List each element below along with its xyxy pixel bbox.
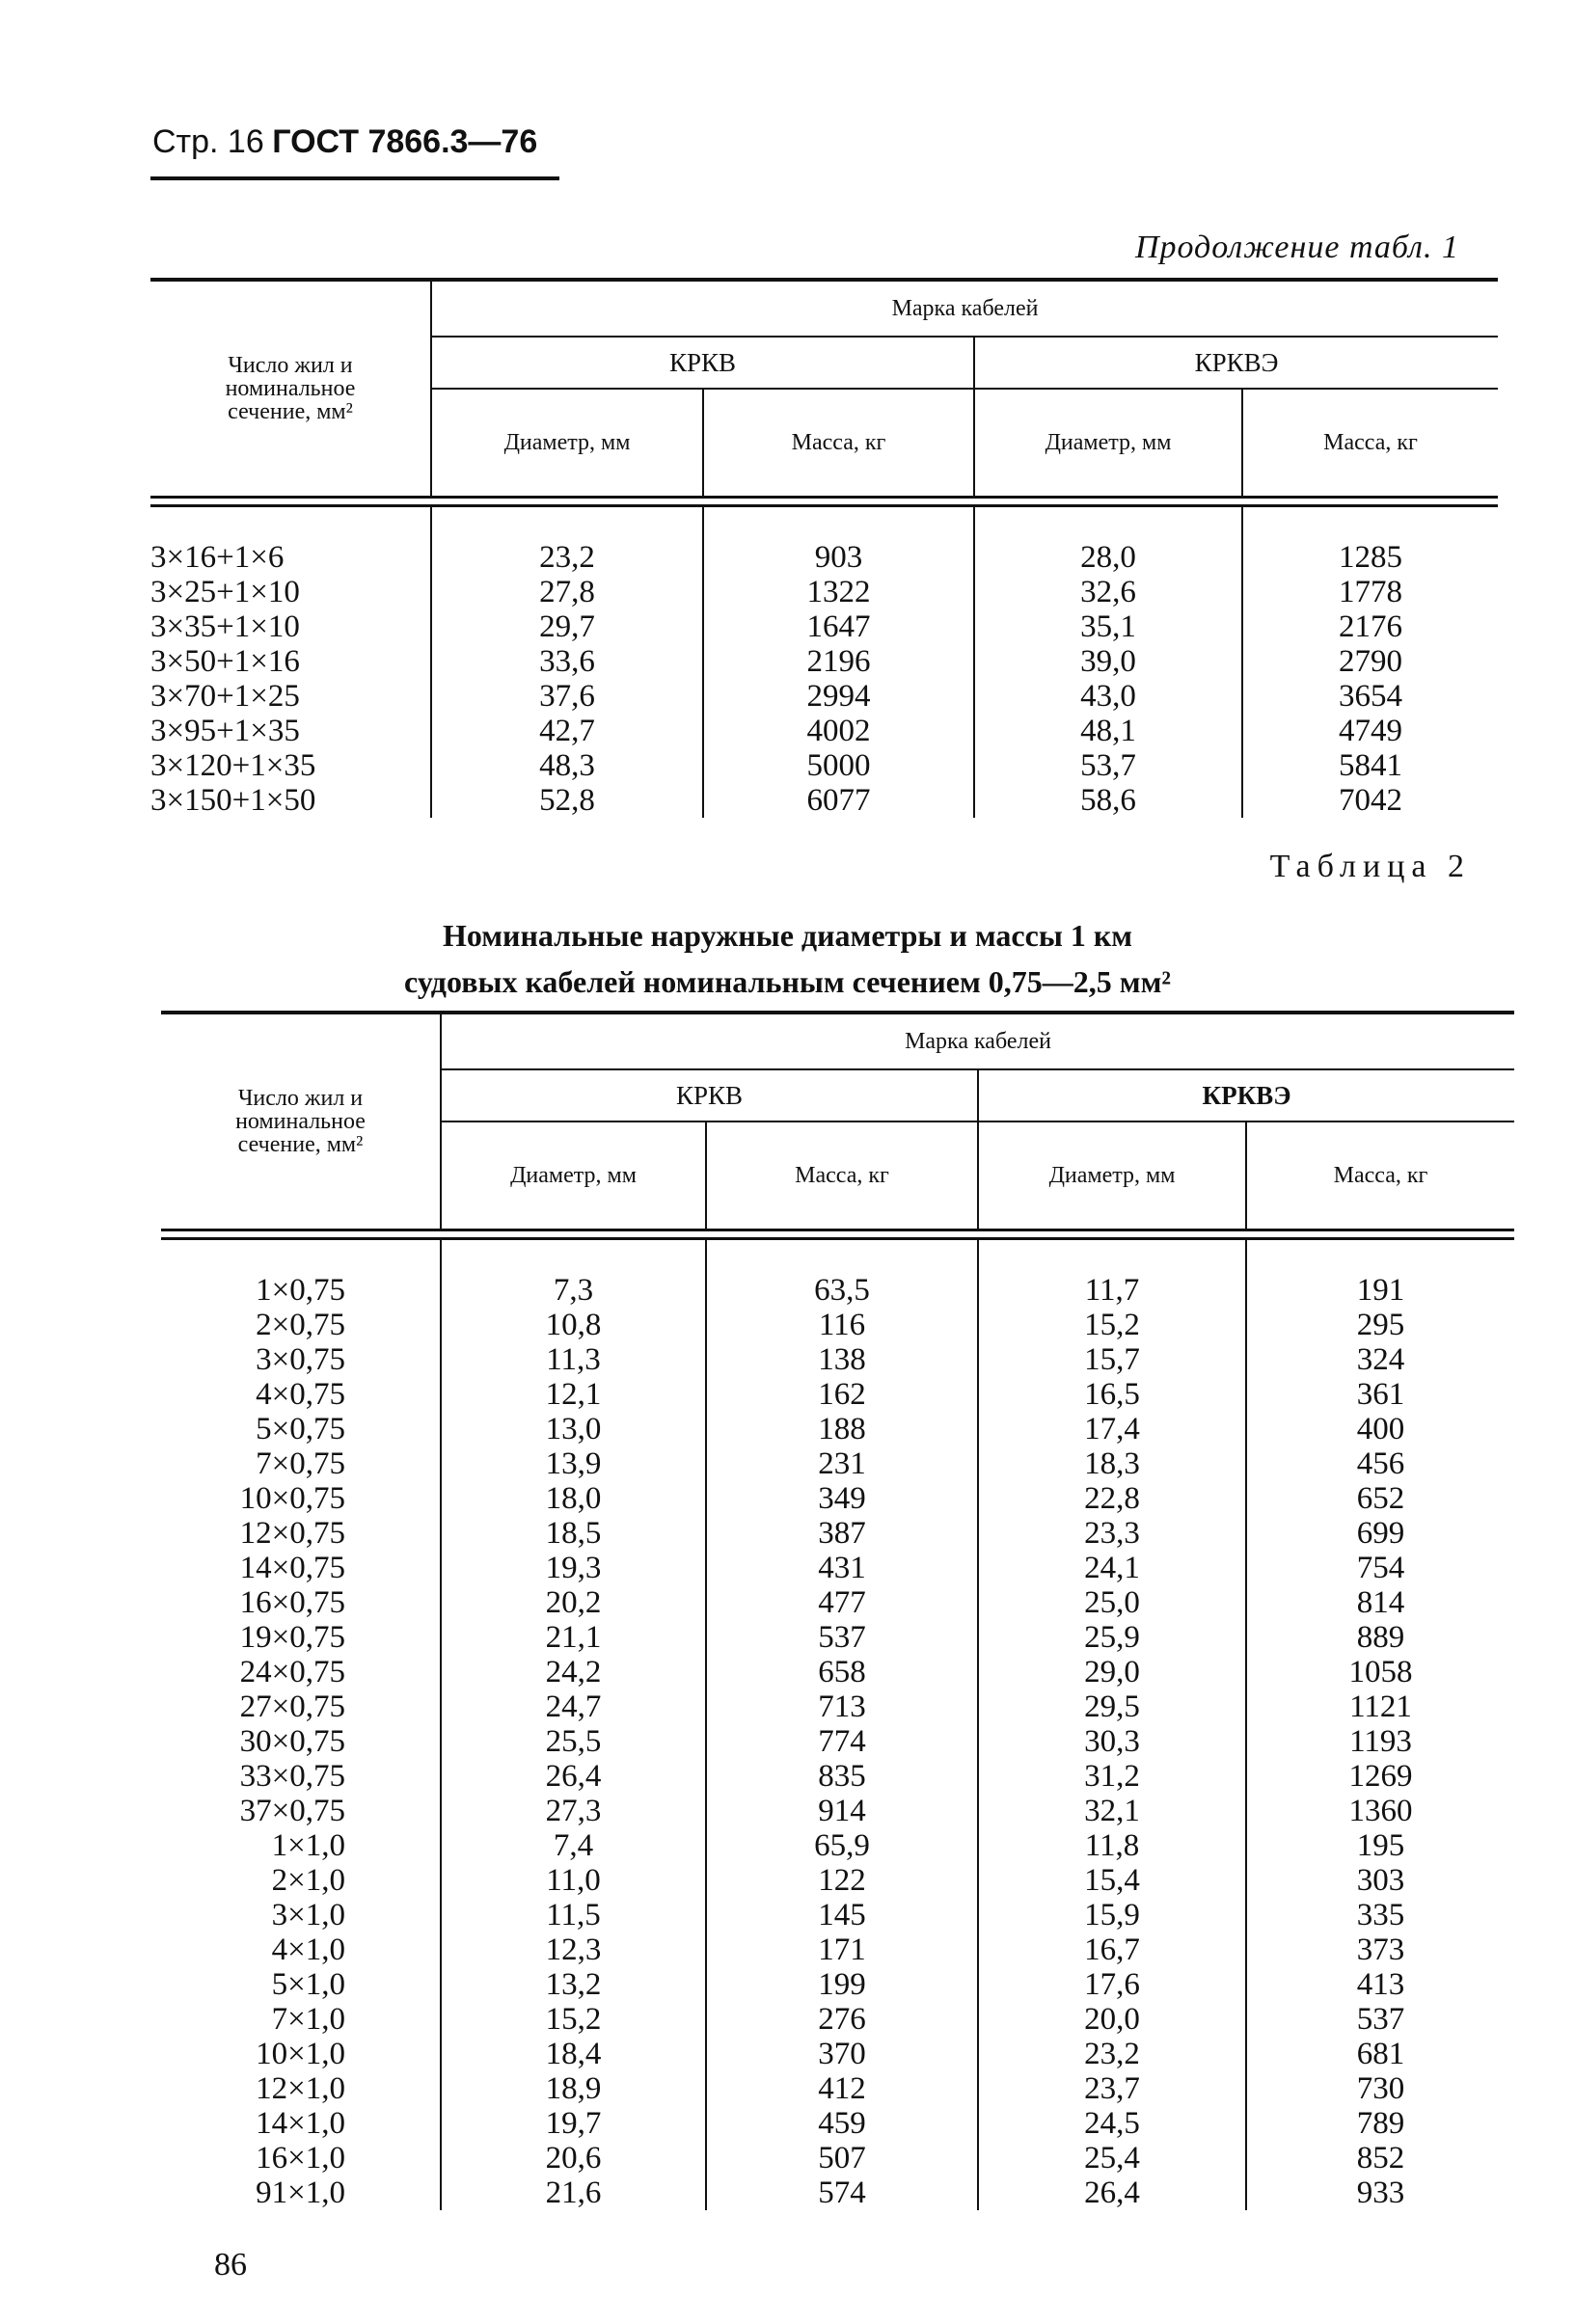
cell-krkve-mass: 1269: [1246, 1759, 1514, 1794]
cell-krkv-diameter: 21,6: [441, 2175, 706, 2210]
cell-krkv-mass: 5000: [703, 748, 974, 783]
cell-krkve-mass: 730: [1246, 2071, 1514, 2106]
cell-krkv-diameter: 18,5: [441, 1516, 706, 1551]
table-row: [161, 1863, 1514, 1898]
cell-krkve-diameter: 25,9: [978, 1620, 1246, 1655]
cell-cores: 27×0,75: [239, 1689, 345, 1724]
table-row: [161, 2141, 1514, 2175]
table-row: [161, 1794, 1514, 1828]
cell-krkv-diameter: 13,9: [441, 1446, 706, 1481]
table-row: [150, 783, 1498, 818]
cell-krkve-diameter: 24,1: [978, 1551, 1246, 1585]
cell-cores: 7×1,0: [271, 2002, 345, 2037]
cell-cores: 10×0,75: [239, 1481, 345, 1516]
cell-krkv-diameter: 20,2: [441, 1585, 706, 1620]
cell-krkv-mass: 537: [706, 1620, 978, 1655]
cell-krkve-diameter: 16,5: [978, 1377, 1246, 1412]
cell-krkv-diameter: 18,0: [441, 1481, 706, 1516]
table-row: [161, 2175, 1514, 2210]
col-header-cores-line1: Число жил и: [228, 353, 353, 378]
cell-krkve-mass: 1778: [1242, 575, 1498, 609]
cell-krkv-diameter: 15,2: [441, 2002, 706, 2037]
cell-krkve-mass: 3654: [1242, 679, 1498, 714]
cell-krkve-mass: 191: [1246, 1273, 1514, 1308]
cell-krkv-mass: 116: [706, 1308, 978, 1342]
col-header-krkv: КРКВ: [441, 1069, 978, 1121]
table2-label: Таблица 2: [1269, 849, 1471, 884]
cell-krkv-diameter: 12,3: [441, 1932, 706, 1967]
cell-krkv-diameter: 19,7: [441, 2106, 706, 2141]
table-row: [150, 748, 1498, 783]
cell-krkve-mass: 537: [1246, 2002, 1514, 2037]
cell-krkve-diameter: 22,8: [978, 1481, 1246, 1516]
cell-krkv-mass: 122: [706, 1863, 978, 1898]
cell-krkv-diameter: 18,4: [441, 2037, 706, 2071]
cell-cores: 10×1,0: [256, 2037, 345, 2071]
cell-krkve-mass: 5841: [1242, 748, 1498, 783]
cell-krkv-diameter: 33,6: [431, 644, 703, 679]
cell-krkv-diameter: 20,6: [441, 2141, 706, 2175]
cell-krkve-diameter: 26,4: [978, 2175, 1246, 2210]
cell-krkve-mass: 1360: [1246, 1794, 1514, 1828]
cell-cores: 2×0,75: [256, 1308, 345, 1342]
cell-krkve-mass: 324: [1246, 1342, 1514, 1377]
cell-cores: 30×0,75: [239, 1724, 345, 1759]
cell-krkve-diameter: 23,3: [978, 1516, 1246, 1551]
cell-krkve-diameter: 25,4: [978, 2141, 1246, 2175]
table-row: [161, 1273, 1514, 1308]
table-row: [161, 1342, 1514, 1377]
cell-krkve-mass: 413: [1246, 1967, 1514, 2002]
cell-krkve-mass: 1121: [1246, 1689, 1514, 1724]
cell-krkve-diameter: 53,7: [974, 748, 1242, 783]
cell-krkv-diameter: 24,7: [441, 1689, 706, 1724]
cell-krkv-mass: 431: [706, 1551, 978, 1585]
cell-krkve-diameter: 58,6: [974, 783, 1242, 818]
cell-krkv-mass: 4002: [703, 714, 974, 748]
cell-cores: 37×0,75: [239, 1794, 345, 1828]
cell-krkv-mass: 713: [706, 1689, 978, 1724]
cell-krkv-mass: 188: [706, 1412, 978, 1446]
table-row: [161, 1932, 1514, 1967]
cell-krkve-diameter: 24,5: [978, 2106, 1246, 2141]
cell-krkv-mass: 276: [706, 2002, 978, 2037]
cell-krkv-diameter: 13,0: [441, 1412, 706, 1446]
cell-krkv-diameter: 37,6: [431, 679, 703, 714]
table-row: [161, 2002, 1514, 2037]
cell-krkve-mass: 1285: [1242, 540, 1498, 575]
table-row: [150, 679, 1498, 714]
col-header-cores-line2: номинальное: [225, 376, 356, 401]
table-row: [150, 540, 1498, 575]
cell-krkve-mass: 754: [1246, 1551, 1514, 1585]
cell-krkv-mass: 574: [706, 2175, 978, 2210]
table-row: [161, 1308, 1514, 1342]
col-header-cores: [150, 280, 431, 498]
cell-krkv-mass: 658: [706, 1655, 978, 1689]
cell-krkve-diameter: 18,3: [978, 1446, 1246, 1481]
col-header-krkve: КРКВЭ: [978, 1069, 1514, 1121]
cell-krkv-mass: 63,5: [706, 1273, 978, 1308]
cell-krkv-diameter: 23,2: [431, 540, 703, 575]
cell-krkv-diameter: 7,4: [441, 1828, 706, 1863]
cell-krkv-diameter: 10,8: [441, 1308, 706, 1342]
cell-krkv-diameter: 27,3: [441, 1794, 706, 1828]
cell-krkv-mass: 65,9: [706, 1828, 978, 1863]
cell-krkv-diameter: 12,1: [441, 1377, 706, 1412]
table2-title-line1: Номинальные наружные диаметры и массы 1 км: [442, 918, 1133, 953]
cell-krkve-diameter: 31,2: [978, 1759, 1246, 1794]
cell-cores: 3×70+1×25: [150, 679, 300, 714]
cell-krkv-mass: 370: [706, 2037, 978, 2071]
cell-cores: 3×150+1×50: [150, 783, 316, 818]
cell-krkv-diameter: 26,4: [441, 1759, 706, 1794]
cell-krkv-diameter: 29,7: [431, 609, 703, 644]
cell-krkv-diameter: 27,8: [431, 575, 703, 609]
table-row: [161, 1620, 1514, 1655]
table-row: [161, 1724, 1514, 1759]
cell-krkve-mass: 303: [1246, 1863, 1514, 1898]
table2-title: [0, 912, 1575, 1005]
table-row: [161, 1689, 1514, 1724]
cell-krkv-mass: 6077: [703, 783, 974, 818]
cell-cores: 4×1,0: [271, 1932, 345, 1967]
cell-cores: 4×0,75: [256, 1377, 345, 1412]
cell-krkv-diameter: 11,3: [441, 1342, 706, 1377]
cell-cores: 3×1,0: [271, 1898, 345, 1932]
cell-krkve-mass: 2176: [1242, 609, 1498, 644]
cell-krkve-diameter: 17,4: [978, 1412, 1246, 1446]
cell-krkve-diameter: 15,9: [978, 1898, 1246, 1932]
cell-krkv-diameter: 11,5: [441, 1898, 706, 1932]
cell-cores: 1×0,75: [256, 1273, 345, 1308]
cell-krkve-mass: 195: [1246, 1828, 1514, 1863]
table-row: [161, 1898, 1514, 1932]
cell-krkv-mass: 914: [706, 1794, 978, 1828]
table-row: [161, 2037, 1514, 2071]
cell-krkve-mass: 4749: [1242, 714, 1498, 748]
table-row: [161, 1412, 1514, 1446]
col-header-cores-line2: номинальное: [235, 1109, 366, 1134]
cell-krkv-diameter: 7,3: [441, 1273, 706, 1308]
cell-krkv-mass: 412: [706, 2071, 978, 2106]
cell-krkve-mass: 814: [1246, 1585, 1514, 1620]
header-rule: [150, 176, 559, 180]
cell-krkv-mass: 459: [706, 2106, 978, 2141]
col-header-krkv-diameter: Диаметр, мм: [441, 1121, 706, 1230]
cell-cores: 24×0,75: [239, 1655, 345, 1689]
cell-krkv-mass: 507: [706, 2141, 978, 2175]
table-row: [150, 609, 1498, 644]
cell-krkve-diameter: 15,7: [978, 1342, 1246, 1377]
cell-krkv-mass: 835: [706, 1759, 978, 1794]
cell-krkve-mass: 361: [1246, 1377, 1514, 1412]
cell-krkv-mass: 774: [706, 1724, 978, 1759]
cell-krkve-diameter: 35,1: [974, 609, 1242, 644]
cell-krkve-mass: 681: [1246, 2037, 1514, 2071]
col-header-krkve-mass: Масса, кг: [1242, 389, 1498, 498]
standard-code: ГОСТ 7866.3—76: [272, 123, 538, 160]
col-header-cable-brand: Марка кабелей: [441, 1013, 1514, 1069]
table-row: [161, 2071, 1514, 2106]
cell-krkv-mass: 138: [706, 1342, 978, 1377]
cell-krkv-mass: 199: [706, 1967, 978, 2002]
cell-krkv-diameter: 24,2: [441, 1655, 706, 1689]
cell-cores: 2×1,0: [271, 1863, 345, 1898]
cell-krkv-mass: 145: [706, 1898, 978, 1932]
col-header-krkv-mass: Масса, кг: [706, 1121, 978, 1230]
cell-cores: 3×0,75: [256, 1342, 345, 1377]
cell-krkv-diameter: 11,0: [441, 1863, 706, 1898]
cell-cores: 5×0,75: [256, 1412, 345, 1446]
col-header-krkv-mass: Масса, кг: [703, 389, 974, 498]
table-2: [161, 1011, 1514, 2210]
page-header: [152, 123, 537, 161]
table-row: [161, 1516, 1514, 1551]
cell-krkve-mass: 295: [1246, 1308, 1514, 1342]
table-row: [161, 1759, 1514, 1794]
table-row: [161, 1828, 1514, 1863]
cell-krkve-mass: 933: [1246, 2175, 1514, 2210]
cell-krkve-diameter: 16,7: [978, 1932, 1246, 1967]
col-header-cores-line1: Число жил и: [237, 1086, 364, 1111]
table-row: [161, 2106, 1514, 2141]
cell-cores: 3×16+1×6: [150, 540, 285, 575]
col-header-krkve-mass: Масса, кг: [1246, 1121, 1514, 1230]
cell-krkve-diameter: 15,2: [978, 1308, 1246, 1342]
cell-krkv-diameter: 42,7: [431, 714, 703, 748]
cell-krkv-mass: 477: [706, 1585, 978, 1620]
cell-krkv-mass: 349: [706, 1481, 978, 1516]
cell-cores: 12×1,0: [256, 2071, 345, 2106]
cell-krkv-diameter: 25,5: [441, 1724, 706, 1759]
cell-krkve-mass: 852: [1246, 2141, 1514, 2175]
cell-krkve-diameter: 29,5: [978, 1689, 1246, 1724]
table-row: [161, 1446, 1514, 1481]
cell-krkve-diameter: 17,6: [978, 1967, 1246, 2002]
cell-krkve-mass: 699: [1246, 1516, 1514, 1551]
cell-krkve-diameter: 15,4: [978, 1863, 1246, 1898]
cell-cores: 3×50+1×16: [150, 644, 300, 679]
cell-krkve-mass: 400: [1246, 1412, 1514, 1446]
table-row: [150, 644, 1498, 679]
table-row: [161, 1655, 1514, 1689]
cell-krkve-diameter: 29,0: [978, 1655, 1246, 1689]
col-header-krkve: КРКВЭ: [974, 337, 1498, 389]
cell-cores: 3×120+1×35: [150, 748, 316, 783]
cell-krkve-diameter: 43,0: [974, 679, 1242, 714]
col-header-cores: [161, 1013, 441, 1230]
col-header-krkv: КРКВ: [431, 337, 974, 389]
cell-krkve-diameter: 11,7: [978, 1273, 1246, 1308]
page-label: Стр. 16: [152, 123, 264, 160]
cell-krkv-mass: 2994: [703, 679, 974, 714]
col-header-cable-brand: Марка кабелей: [431, 280, 1498, 337]
cell-cores: 3×35+1×10: [150, 609, 300, 644]
table-row: [150, 714, 1498, 748]
cell-krkve-diameter: 28,0: [974, 540, 1242, 575]
cell-krkve-mass: 2790: [1242, 644, 1498, 679]
table-1: [150, 278, 1498, 818]
page-number: 86: [214, 2247, 247, 2283]
cell-krkv-diameter: 52,8: [431, 783, 703, 818]
cell-krkve-mass: 1193: [1246, 1724, 1514, 1759]
cell-krkv-diameter: 21,1: [441, 1620, 706, 1655]
cell-krkve-diameter: 48,1: [974, 714, 1242, 748]
cell-krkv-mass: 231: [706, 1446, 978, 1481]
cell-cores: 19×0,75: [239, 1620, 345, 1655]
cell-cores: 14×1,0: [256, 2106, 345, 2141]
table1-body: [150, 498, 1498, 819]
cell-cores: 33×0,75: [239, 1759, 345, 1794]
cell-krkve-diameter: 20,0: [978, 2002, 1246, 2037]
cell-krkve-diameter: 32,6: [974, 575, 1242, 609]
cell-krkv-mass: 2196: [703, 644, 974, 679]
cell-cores: 16×1,0: [256, 2141, 345, 2175]
cell-krkve-diameter: 32,1: [978, 1794, 1246, 1828]
cell-krkv-diameter: 18,9: [441, 2071, 706, 2106]
cell-krkve-mass: 889: [1246, 1620, 1514, 1655]
cell-cores: 16×0,75: [239, 1585, 345, 1620]
cell-cores: 7×0,75: [256, 1446, 345, 1481]
cell-cores: 1×1,0: [271, 1828, 345, 1863]
cell-krkv-mass: 171: [706, 1932, 978, 1967]
cell-cores: 3×95+1×35: [150, 714, 300, 748]
cell-krkve-mass: 7042: [1242, 783, 1498, 818]
cell-krkve-diameter: 39,0: [974, 644, 1242, 679]
col-header-cores-line3: сечение, мм²: [228, 399, 353, 424]
cell-cores: 12×0,75: [239, 1516, 345, 1551]
table-row: [161, 1481, 1514, 1516]
cell-cores: 91×1,0: [256, 2175, 345, 2210]
cell-krkve-diameter: 23,2: [978, 2037, 1246, 2071]
table-row: [161, 1585, 1514, 1620]
cell-cores: 14×0,75: [239, 1551, 345, 1585]
table1-continuation-label: Продолжение табл. 1: [1134, 230, 1459, 265]
cell-krkve-mass: 652: [1246, 1481, 1514, 1516]
cell-krkv-mass: 903: [703, 540, 974, 575]
table-row: [161, 1551, 1514, 1585]
cell-krkv-mass: 387: [706, 1516, 978, 1551]
col-header-cores-line3: сечение, мм²: [237, 1132, 364, 1157]
cell-krkve-mass: 335: [1246, 1898, 1514, 1932]
cell-krkv-diameter: 19,3: [441, 1551, 706, 1585]
cell-krkve-diameter: 30,3: [978, 1724, 1246, 1759]
col-header-krkv-diameter: Диаметр, мм: [431, 389, 703, 498]
table2-body: [161, 1230, 1514, 2211]
col-header-krkve-diameter: Диаметр, мм: [974, 389, 1242, 498]
cell-cores: 3×25+1×10: [150, 575, 300, 609]
cell-krkv-mass: 1647: [703, 609, 974, 644]
cell-cores: 5×1,0: [271, 1967, 345, 2002]
cell-krkve-mass: 456: [1246, 1446, 1514, 1481]
table-row: [161, 1967, 1514, 2002]
table-row: [161, 1377, 1514, 1412]
cell-krkve-diameter: 23,7: [978, 2071, 1246, 2106]
cell-krkve-diameter: 11,8: [978, 1828, 1246, 1863]
table-row: [150, 575, 1498, 609]
cell-krkve-diameter: 25,0: [978, 1585, 1246, 1620]
cell-krkve-mass: 789: [1246, 2106, 1514, 2141]
cell-krkve-mass: 1058: [1246, 1655, 1514, 1689]
table2-title-line2: судовых кабелей номинальным сечением 0,75—2,5 мм²: [404, 964, 1171, 999]
cell-krkve-mass: 373: [1246, 1932, 1514, 1967]
cell-krkv-mass: 1322: [703, 575, 974, 609]
cell-krkv-mass: 162: [706, 1377, 978, 1412]
cell-krkv-diameter: 48,3: [431, 748, 703, 783]
cell-krkv-diameter: 13,2: [441, 1967, 706, 2002]
col-header-krkve-diameter: Диаметр, мм: [978, 1121, 1246, 1230]
